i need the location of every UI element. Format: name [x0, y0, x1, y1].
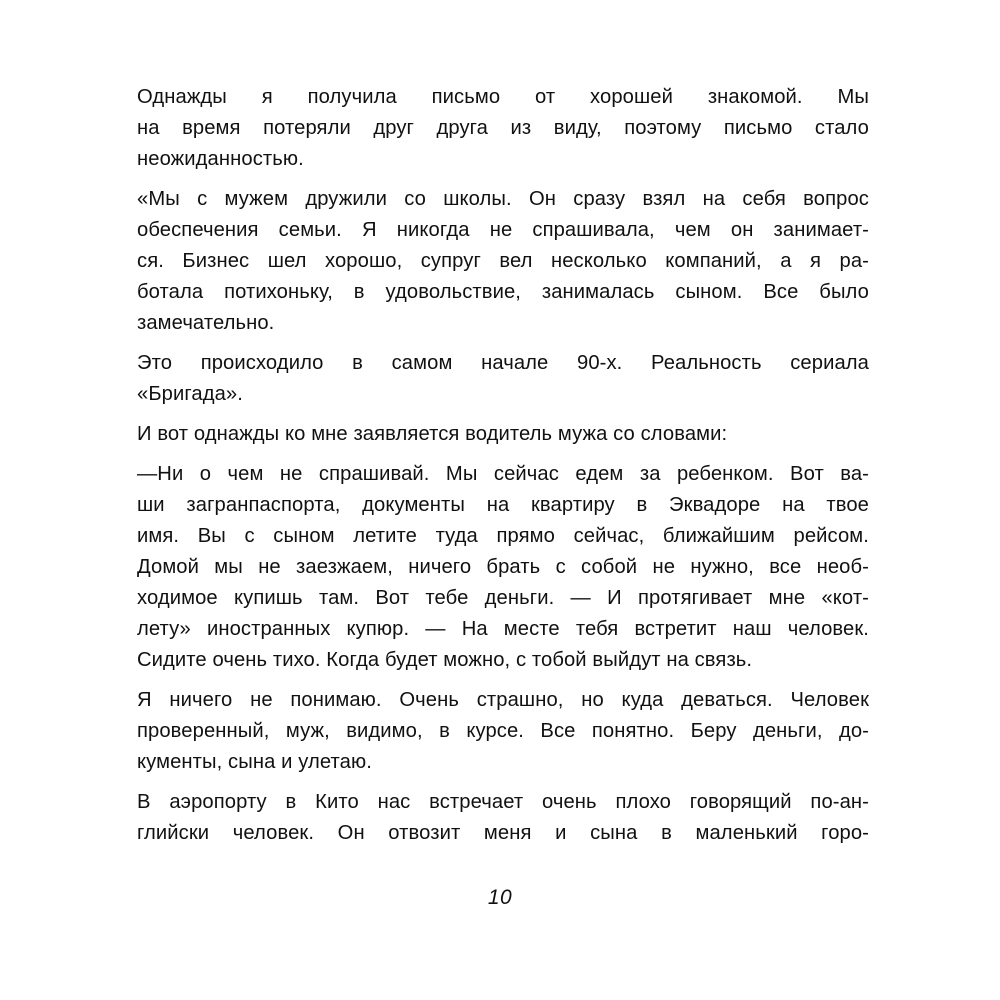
paragraph-1	[137, 82, 869, 175]
paragraph-7	[137, 787, 869, 849]
text-line: глийски человек. Он отвозит меня и сына в маленький горо-	[137, 822, 869, 844]
text-line: на время потеряли друг друга из виду, поэтому письмо стало	[137, 117, 869, 139]
text-line: обеспечения семьи. Я никогда не спрашивала, чем он занимает-	[137, 219, 869, 241]
text-line: «Мы с мужем дружили со школы. Он сразу взял на себя вопрос	[137, 188, 869, 210]
text-line: неожиданностью.	[137, 148, 304, 170]
paragraph-5	[137, 459, 869, 676]
page-number: 10	[487, 886, 513, 909]
text-line: В аэропорту в Кито нас встречает очень плохо говорящий по-ан-	[137, 791, 869, 813]
text-line: лету» иностранных купюр. — На месте тебя встретит наш человек.	[137, 618, 869, 640]
text-line: проверенный, муж, видимо, в курсе. Все понятно. Беру деньги, до-	[137, 720, 869, 742]
body-text-column	[137, 82, 869, 858]
text-line: —Ни о чем не спрашивай. Мы сейчас едем за ребенком. Вот ва-	[137, 463, 869, 485]
text-line: кументы, сына и улетаю.	[137, 751, 372, 773]
text-line: ся. Бизнес шел хорошо, супруг вел несколько компаний, а я ра-	[137, 250, 869, 272]
text-line: ботала потихоньку, в удовольствие, занималась сыном. Все было	[137, 281, 869, 303]
text-line: Домой мы не заезжаем, ничего брать с собой не нужно, все необ-	[137, 556, 869, 578]
text-line: замечательно.	[137, 312, 275, 334]
paragraph-4	[137, 419, 869, 450]
text-line: Сидите очень тихо. Когда будет можно, с тобой выйдут на связь.	[137, 649, 753, 671]
text-line: ходимое купишь там. Вот тебе деньги. — И протягивает мне «кот-	[137, 587, 869, 609]
text-line: имя. Вы с сыном летите туда прямо сейчас, ближайшим рейсом.	[137, 525, 869, 547]
text-line: И вот однажды ко мне заявляется водитель мужа со словами:	[137, 423, 728, 445]
text-line: ши загранпаспорта, документы на квартиру в Эквадоре на твое	[137, 494, 869, 516]
text-line: «Бригада».	[137, 383, 243, 405]
paragraph-3	[137, 348, 869, 410]
paragraph-2	[137, 184, 869, 339]
paragraph-6	[137, 685, 869, 778]
text-line: Я ничего не понимаю. Очень страшно, но куда деваться. Человек	[137, 689, 869, 711]
text-line: Однажды я получила письмо от хорошей знакомой. Мы	[137, 86, 869, 108]
text-line: Это происходило в самом начале 90-х. Реальность сериала	[137, 352, 869, 374]
